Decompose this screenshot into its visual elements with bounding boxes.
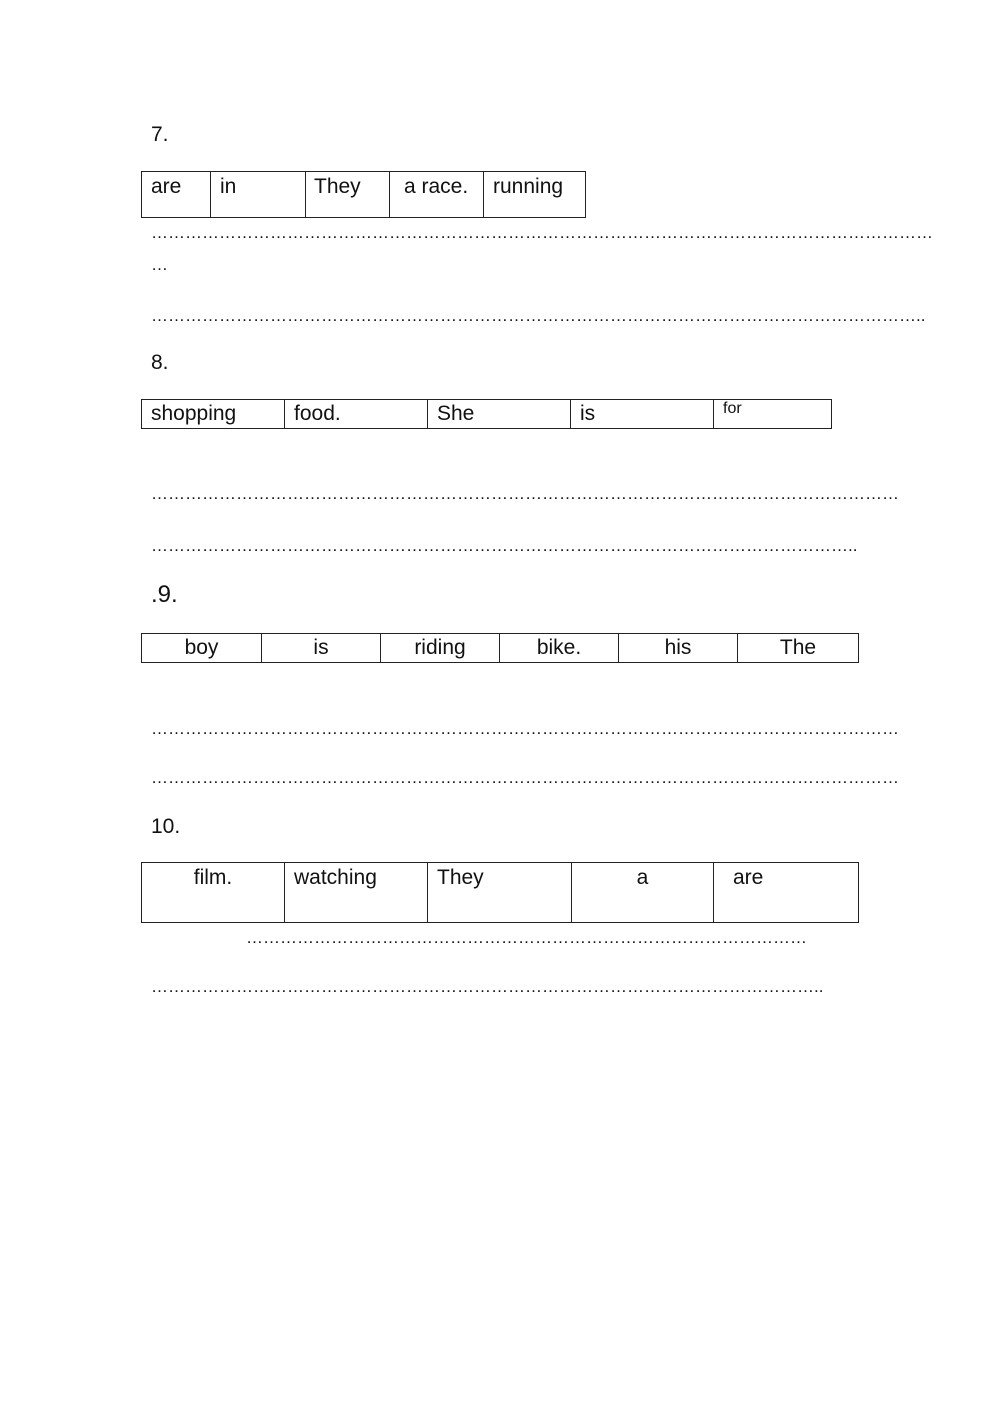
word-cell: food.	[285, 400, 428, 429]
question-number-10: 10.	[151, 815, 181, 838]
word-cell: a race.	[390, 172, 484, 218]
word-cell: are	[714, 863, 859, 923]
word-cell: They	[306, 172, 390, 218]
word-cell: is	[571, 400, 714, 429]
word-cell: film.	[142, 863, 285, 923]
word-box-table-9	[141, 633, 859, 663]
word-cell: a	[572, 863, 714, 923]
word-cell: running	[484, 172, 586, 218]
word-box-table-10	[141, 862, 859, 923]
word-cell: shopping	[142, 400, 285, 429]
question-number-8: 8.	[151, 351, 169, 374]
word-cell: is	[262, 634, 381, 663]
word-cell: are	[142, 172, 211, 218]
word-box-table-7	[141, 171, 586, 218]
answer-line-7a-wrap: …	[151, 255, 168, 274]
answer-line-7a: …………………………………………………………………………………………………………………………	[151, 223, 933, 242]
word-cell: They	[428, 863, 572, 923]
word-cell: in	[211, 172, 306, 218]
word-cell: his	[619, 634, 738, 663]
word-cell: riding	[381, 634, 500, 663]
answer-line-8b: ……………………………………………………………………………………………………………..	[151, 536, 858, 555]
answer-line-10a: ………………………………………………………………………………………	[246, 928, 807, 947]
word-cell: boy	[142, 634, 262, 663]
answer-line-10b: ………………………………………………………………………………………………………..	[151, 977, 824, 996]
answer-line-8a: ……………………………………………………………………………………………………………………	[151, 484, 899, 503]
word-cell: The	[738, 634, 859, 663]
word-box-table-8	[141, 399, 832, 429]
answer-line-7b: ………………………………………………………………………………………………………………………..	[151, 306, 926, 325]
word-cell: bike.	[500, 634, 619, 663]
question-number-9: .9.	[151, 581, 178, 608]
word-cell: She	[428, 400, 571, 429]
answer-line-9b: ……………………………………………………………………………………………………………………	[151, 768, 899, 787]
answer-line-9a: ……………………………………………………………………………………………………………………	[151, 719, 899, 738]
word-cell: watching	[285, 863, 428, 923]
word-cell: for	[714, 400, 832, 429]
question-number-7: 7.	[151, 123, 169, 146]
